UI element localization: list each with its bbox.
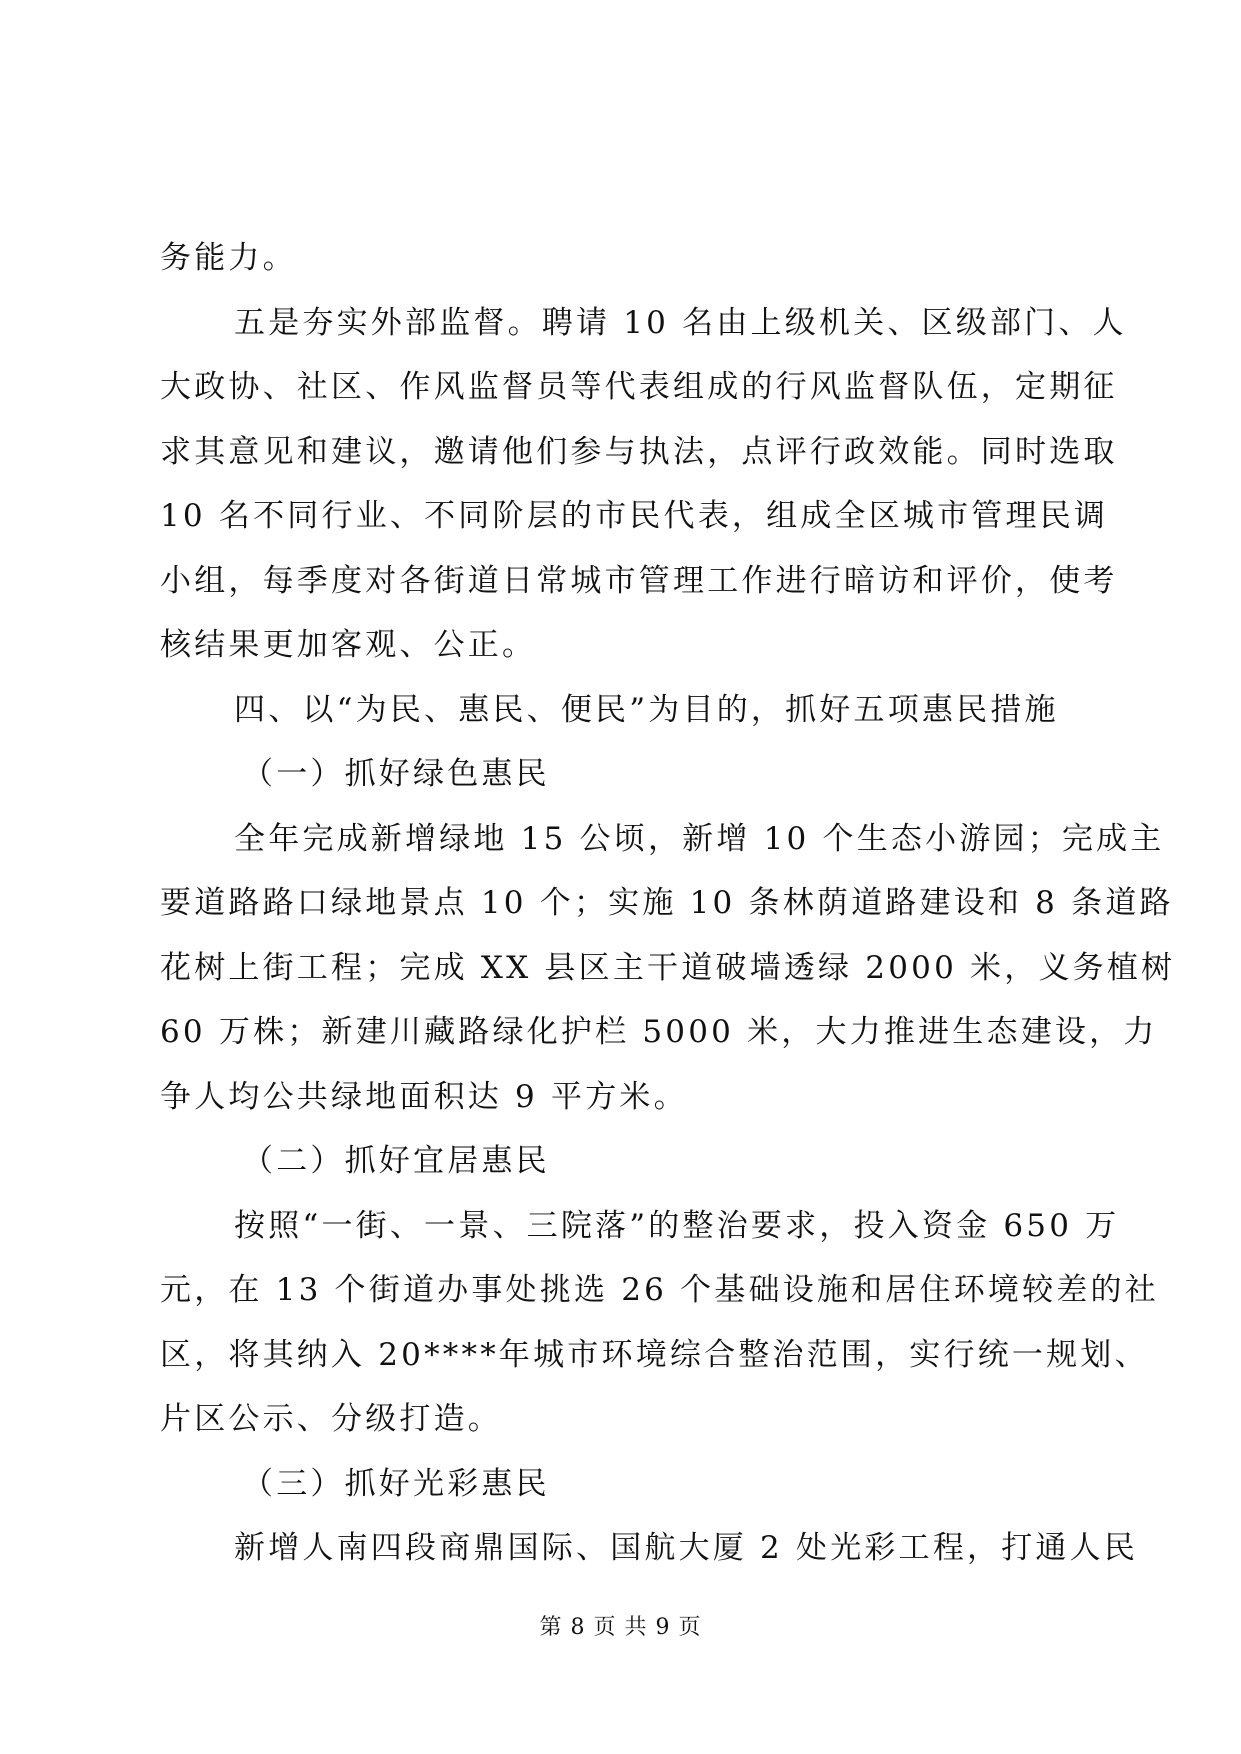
section-heading: 四、以“为民、惠民、便民”为目的，抓好五项惠民措施: [234, 691, 1059, 728]
text-line: 要道路路口绿地景点 10 个；实施 10 条林荫道路建设和 8 条道路: [160, 885, 1174, 921]
text-line: 10 名不同行业、不同阶层的市民代表，组成全区城市管理民调: [160, 498, 1109, 534]
text-line: 争人均公共绿地面积达 9 平方米。: [160, 1078, 688, 1115]
text-line: 60 万株；新建川藏路绿化护栏 5000 米，大力推进生态建设，力: [160, 1014, 1158, 1050]
text-line: 片区公示、分级打造。: [160, 1401, 502, 1437]
page-number-footer: 第 8 页 共 9 页: [539, 1615, 702, 1640]
text-line: 小组，每季度对各街道日常城市管理工作进行暗访和评价，使考: [160, 562, 1118, 599]
text-line: 核结果更加客观、公正。: [160, 627, 537, 663]
text-line: 大政协、社区、作风监督员等代表组成的行风监督队伍，定期征: [160, 369, 1118, 405]
paragraph-start-line: 按照“一街、一景、三院落”的整治要求，投入资金 650 万: [234, 1207, 1120, 1244]
text-line: 花树上街工程；完成 XX 县区主干道破墙透绿 2000 米，义务植树: [160, 949, 1176, 986]
text-line: 元，在 13 个街道办事处挑选 26 个基础设施和居住环境较差的社: [160, 1272, 1159, 1308]
paragraph-start-line: 全年完成新增绿地 15 公顷，新增 10 个生态小游园；完成主: [234, 820, 1165, 857]
text-line: 区，将其纳入 20****年城市环境综合整治范围，实行统一规划、: [160, 1336, 1149, 1373]
document-body: [160, 226, 1176, 1581]
paragraph-start-line: 五是夯实外部监督。聘请 10 名由上级机关、区级部门、人: [234, 304, 1127, 341]
subsection-heading: （三）抓好光彩惠民: [242, 1465, 550, 1502]
subsection-heading: （二）抓好宜居惠民: [242, 1143, 550, 1179]
text-line: 务能力。: [160, 240, 297, 276]
subsection-heading: （一）抓好绿色惠民: [242, 756, 550, 792]
text-line: 求其意见和建议，邀请他们参与执法，点评行政效能。同时选取: [160, 433, 1118, 470]
paragraph-start-line: 新增人南四段商鼎国际、国航大厦 2 处光彩工程，打通人民: [234, 1530, 1139, 1566]
